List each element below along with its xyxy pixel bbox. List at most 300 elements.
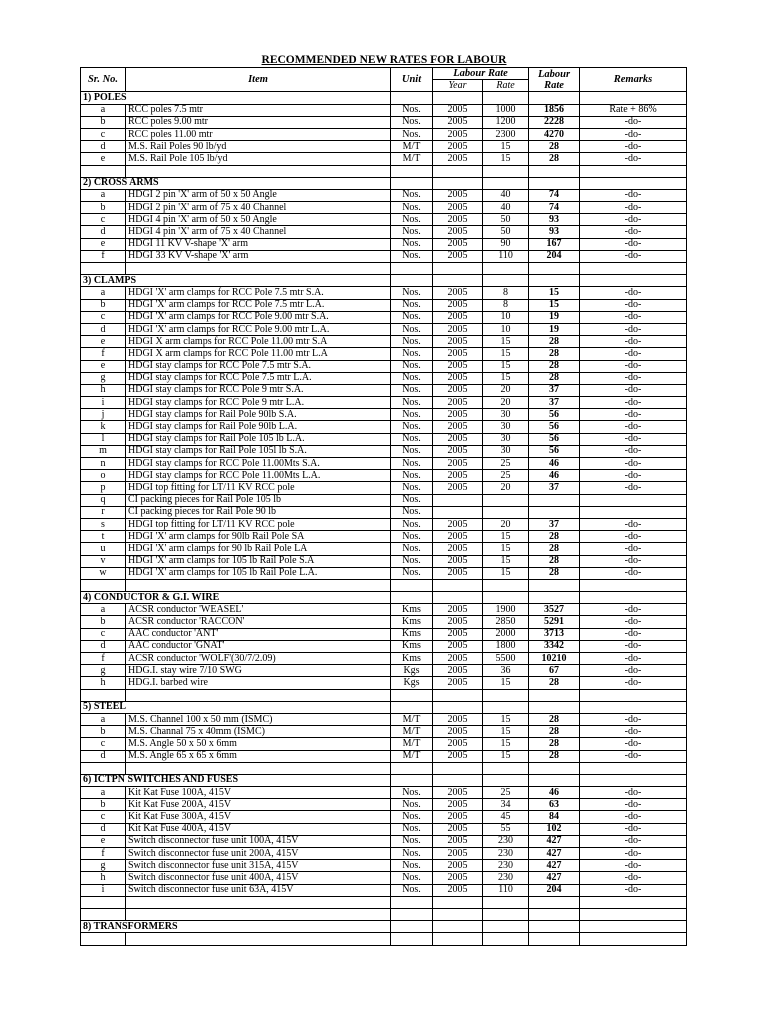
- empty-cell: [483, 579, 529, 591]
- unit-cell: Kms: [391, 640, 433, 652]
- remarks-cell: -do-: [580, 372, 687, 384]
- rate-cell: [483, 506, 529, 518]
- empty-cell: [433, 701, 483, 713]
- year-cell: 2005: [433, 141, 483, 153]
- empty-cell: [580, 933, 687, 945]
- empty-cell: [580, 921, 687, 933]
- new-rate-cell: 102: [529, 823, 580, 835]
- unit-cell: Nos.: [391, 299, 433, 311]
- sr-no-cell: e: [81, 835, 126, 847]
- year-cell: 2005: [433, 372, 483, 384]
- unit-cell: Nos.: [391, 531, 433, 543]
- rate-cell: 40: [483, 189, 529, 201]
- unit-cell: M/T: [391, 750, 433, 762]
- item-cell: Switch disconnector fuse unit 100A, 415V: [126, 835, 391, 847]
- section-heading: 3) CLAMPS: [81, 275, 391, 287]
- table-row: [81, 470, 687, 482]
- year-cell: 2005: [433, 738, 483, 750]
- rate-cell: 230: [483, 860, 529, 872]
- empty-cell: [391, 908, 433, 920]
- unit-cell: Kms: [391, 604, 433, 616]
- sr-no-cell: f: [81, 653, 126, 665]
- remarks-cell: -do-: [580, 616, 687, 628]
- empty-cell: [529, 908, 580, 920]
- rate-cell: 36: [483, 665, 529, 677]
- rate-cell: 15: [483, 555, 529, 567]
- new-rate-cell: 28: [529, 531, 580, 543]
- blank-row: [81, 689, 687, 701]
- new-rate-cell: 427: [529, 848, 580, 860]
- remarks-cell: -do-: [580, 433, 687, 445]
- remarks-cell: -do-: [580, 116, 687, 128]
- new-rate-cell: 46: [529, 470, 580, 482]
- unit-cell: Nos.: [391, 494, 433, 506]
- table-row: [81, 153, 687, 165]
- empty-cell: [483, 774, 529, 786]
- section-heading: 5) STEEL: [81, 701, 391, 713]
- empty-cell: [126, 689, 391, 701]
- empty-cell: [580, 165, 687, 177]
- year-cell: 2005: [433, 677, 483, 689]
- year-cell: 2005: [433, 336, 483, 348]
- year-cell: 2005: [433, 445, 483, 457]
- new-rate-cell: 28: [529, 336, 580, 348]
- new-rate-cell: 56: [529, 409, 580, 421]
- rate-cell: 10: [483, 323, 529, 335]
- new-rate-cell: 28: [529, 348, 580, 360]
- item-cell: Kit Kat Fuse 100A, 415V: [126, 787, 391, 799]
- item-cell: HDGI 4 pin 'X' arm of 75 x 40 Channel: [126, 226, 391, 238]
- empty-cell: [580, 701, 687, 713]
- rate-cell: [483, 494, 529, 506]
- unit-cell: Nos.: [391, 360, 433, 372]
- year-cell: 2005: [433, 531, 483, 543]
- new-rate-cell: 15: [529, 287, 580, 299]
- year-cell: 2005: [433, 128, 483, 140]
- table-row: [81, 372, 687, 384]
- sr-no-cell: l: [81, 433, 126, 445]
- item-cell: HDGI 11 KV V-shape 'X' arm: [126, 238, 391, 250]
- sr-no-cell: e: [81, 238, 126, 250]
- table-row: [81, 835, 687, 847]
- item-cell: HDGI 2 pin 'X' arm of 75 x 40 Channel: [126, 202, 391, 214]
- sr-no-cell: r: [81, 506, 126, 518]
- year-cell: 2005: [433, 360, 483, 372]
- year-cell: [433, 506, 483, 518]
- unit-cell: Nos.: [391, 787, 433, 799]
- table-row: [81, 104, 687, 116]
- sr-no-cell: d: [81, 323, 126, 335]
- header-item: Item: [126, 68, 391, 92]
- item-cell: RCC poles 9.00 mtr: [126, 116, 391, 128]
- unit-cell: Nos.: [391, 238, 433, 250]
- empty-cell: [529, 689, 580, 701]
- sr-no-cell: d: [81, 750, 126, 762]
- item-cell: HDGI 'X' arm clamps for 90 lb Rail Pole LA: [126, 543, 391, 555]
- empty-cell: [483, 165, 529, 177]
- new-rate-cell: 37: [529, 384, 580, 396]
- unit-cell: Nos.: [391, 884, 433, 896]
- sr-no-cell: a: [81, 104, 126, 116]
- table-row: [81, 226, 687, 238]
- remarks-cell: Rate + 86%: [580, 104, 687, 116]
- empty-cell: [580, 592, 687, 604]
- rate-cell: 230: [483, 872, 529, 884]
- item-cell: RCC poles 7.5 mtr: [126, 104, 391, 116]
- new-rate-cell: 19: [529, 323, 580, 335]
- year-cell: 2005: [433, 202, 483, 214]
- empty-cell: [81, 762, 126, 774]
- table-row: [81, 128, 687, 140]
- unit-cell: Nos.: [391, 287, 433, 299]
- year-cell: 2005: [433, 384, 483, 396]
- rate-cell: 55: [483, 823, 529, 835]
- rate-cell: 2000: [483, 628, 529, 640]
- new-rate-cell: [529, 494, 580, 506]
- sr-no-cell: k: [81, 421, 126, 433]
- year-cell: 2005: [433, 555, 483, 567]
- empty-cell: [391, 592, 433, 604]
- new-rate-cell: 93: [529, 226, 580, 238]
- empty-cell: [483, 701, 529, 713]
- empty-cell: [529, 165, 580, 177]
- rate-cell: 230: [483, 835, 529, 847]
- year-cell: 2005: [433, 848, 483, 860]
- year-cell: 2005: [433, 811, 483, 823]
- remarks-cell: -do-: [580, 835, 687, 847]
- table-row: [81, 848, 687, 860]
- year-cell: 2005: [433, 238, 483, 250]
- labour-rates-table: [80, 67, 687, 946]
- year-cell: 2005: [433, 323, 483, 335]
- remarks-cell: -do-: [580, 458, 687, 470]
- empty-cell: [433, 579, 483, 591]
- empty-cell: [483, 592, 529, 604]
- sr-no-cell: h: [81, 677, 126, 689]
- remarks-cell: -do-: [580, 214, 687, 226]
- empty-cell: [529, 774, 580, 786]
- empty-cell: [391, 92, 433, 104]
- empty-cell: [529, 933, 580, 945]
- section-row: [81, 92, 687, 104]
- empty-cell: [126, 263, 391, 275]
- header-year: Year: [433, 80, 483, 92]
- remarks-cell: -do-: [580, 128, 687, 140]
- unit-cell: Nos.: [391, 226, 433, 238]
- unit-cell: Nos.: [391, 482, 433, 494]
- rate-cell: 15: [483, 543, 529, 555]
- empty-cell: [433, 689, 483, 701]
- sr-no-cell: h: [81, 384, 126, 396]
- unit-cell: Nos.: [391, 372, 433, 384]
- rate-cell: 45: [483, 811, 529, 823]
- item-cell: HDGI top fitting for LT/11 KV RCC pole: [126, 482, 391, 494]
- new-rate-cell: 56: [529, 445, 580, 457]
- table-row: [81, 311, 687, 323]
- unit-cell: Nos.: [391, 835, 433, 847]
- item-cell: HDGI stay clamps for Rail Pole 105 lb L.A.: [126, 433, 391, 445]
- sr-no-cell: o: [81, 470, 126, 482]
- empty-cell: [483, 263, 529, 275]
- empty-cell: [483, 762, 529, 774]
- remarks-cell: -do-: [580, 287, 687, 299]
- year-cell: 2005: [433, 823, 483, 835]
- unit-cell: Nos.: [391, 872, 433, 884]
- header-sr-no: Sr. No.: [81, 68, 126, 92]
- year-cell: 2005: [433, 226, 483, 238]
- new-rate-cell: 5291: [529, 616, 580, 628]
- document-title: RECOMMENDED NEW RATES FOR LABOUR: [261, 54, 507, 66]
- empty-cell: [391, 762, 433, 774]
- empty-cell: [529, 592, 580, 604]
- year-cell: 2005: [433, 835, 483, 847]
- item-cell: HDGI stay clamps for RCC Pole 7.5 mtr L.A.: [126, 372, 391, 384]
- year-cell: 2005: [433, 250, 483, 262]
- sr-no-cell: s: [81, 518, 126, 530]
- remarks-cell: -do-: [580, 665, 687, 677]
- item-cell: Kit Kat Fuse 400A, 415V: [126, 823, 391, 835]
- new-rate-cell: 37: [529, 518, 580, 530]
- rate-cell: 15: [483, 360, 529, 372]
- empty-cell: [391, 165, 433, 177]
- table-row: [81, 713, 687, 725]
- sr-no-cell: v: [81, 555, 126, 567]
- new-rate-cell: 3342: [529, 640, 580, 652]
- table-row: [81, 860, 687, 872]
- empty-cell: [81, 579, 126, 591]
- unit-cell: Nos.: [391, 506, 433, 518]
- year-cell: 2005: [433, 787, 483, 799]
- item-cell: HDG.I. barbed wire: [126, 677, 391, 689]
- unit-cell: Nos.: [391, 458, 433, 470]
- new-rate-cell: 56: [529, 433, 580, 445]
- sr-no-cell: b: [81, 202, 126, 214]
- sr-no-cell: a: [81, 713, 126, 725]
- item-cell: M.S. Channal 75 x 40mm (ISMC): [126, 726, 391, 738]
- unit-cell: Kgs: [391, 677, 433, 689]
- rate-cell: 30: [483, 445, 529, 457]
- empty-cell: [81, 933, 126, 945]
- table-row: [81, 884, 687, 896]
- item-cell: HDGI stay clamps for RCC Pole 7.5 mtr S.A.: [126, 360, 391, 372]
- header-rate: Rate: [483, 80, 529, 92]
- table-row: [81, 384, 687, 396]
- empty-cell: [391, 701, 433, 713]
- rate-cell: 110: [483, 884, 529, 896]
- empty-cell: [391, 177, 433, 189]
- item-cell: HDGI 'X' arm clamps for 105 lb Rail Pole S.A: [126, 555, 391, 567]
- year-cell: 2005: [433, 640, 483, 652]
- item-cell: ACSR conductor 'WEASEL': [126, 604, 391, 616]
- new-rate-cell: 19: [529, 311, 580, 323]
- sr-no-cell: g: [81, 860, 126, 872]
- header-remarks: Remarks: [580, 68, 687, 92]
- year-cell: 2005: [433, 518, 483, 530]
- sr-no-cell: c: [81, 214, 126, 226]
- new-rate-cell: 28: [529, 726, 580, 738]
- item-cell: HDGI 'X' arm clamps for RCC Pole 9.00 mtr L.A.: [126, 323, 391, 335]
- empty-cell: [391, 263, 433, 275]
- remarks-cell: -do-: [580, 397, 687, 409]
- year-cell: 2005: [433, 628, 483, 640]
- table-row: [81, 518, 687, 530]
- empty-cell: [580, 177, 687, 189]
- remarks-cell: -do-: [580, 226, 687, 238]
- remarks-cell: -do-: [580, 336, 687, 348]
- table-row: [81, 348, 687, 360]
- item-cell: Switch disconnector fuse unit 200A, 415V: [126, 848, 391, 860]
- sr-no-cell: g: [81, 665, 126, 677]
- empty-cell: [483, 177, 529, 189]
- new-rate-cell: 3527: [529, 604, 580, 616]
- empty-cell: [81, 689, 126, 701]
- new-rate-cell: 28: [529, 750, 580, 762]
- new-rate-cell: 28: [529, 141, 580, 153]
- new-rate-cell: 28: [529, 738, 580, 750]
- rate-cell: 25: [483, 458, 529, 470]
- year-cell: 2005: [433, 799, 483, 811]
- rate-cell: 10: [483, 311, 529, 323]
- empty-cell: [126, 896, 391, 908]
- new-rate-cell: 28: [529, 543, 580, 555]
- item-cell: HDGI stay clamps for Rail Pole 105l lb S.A.: [126, 445, 391, 457]
- sr-no-cell: b: [81, 116, 126, 128]
- new-rate-cell: [529, 506, 580, 518]
- section-row: [81, 592, 687, 604]
- remarks-cell: -do-: [580, 640, 687, 652]
- remarks-cell: -do-: [580, 445, 687, 457]
- empty-cell: [391, 275, 433, 287]
- rate-cell: 15: [483, 153, 529, 165]
- rate-cell: 50: [483, 214, 529, 226]
- table-row: [81, 299, 687, 311]
- remarks-cell: -do-: [580, 677, 687, 689]
- rate-cell: 15: [483, 726, 529, 738]
- item-cell: Kit Kat Fuse 300A, 415V: [126, 811, 391, 823]
- section-row: [81, 701, 687, 713]
- sr-no-cell: h: [81, 872, 126, 884]
- empty-cell: [81, 263, 126, 275]
- sr-no-cell: d: [81, 226, 126, 238]
- section-row: [81, 774, 687, 786]
- table-row: [81, 677, 687, 689]
- unit-cell: Nos.: [391, 433, 433, 445]
- remarks-cell: -do-: [580, 250, 687, 262]
- remarks-cell: -do-: [580, 848, 687, 860]
- rate-cell: 30: [483, 421, 529, 433]
- unit-cell: Nos.: [391, 202, 433, 214]
- remarks-cell: -do-: [580, 823, 687, 835]
- item-cell: ACSR conductor 'WOLF'(30/7/2.09): [126, 653, 391, 665]
- year-cell: 2005: [433, 421, 483, 433]
- new-rate-cell: 74: [529, 189, 580, 201]
- rate-cell: 15: [483, 336, 529, 348]
- remarks-cell: -do-: [580, 543, 687, 555]
- sr-no-cell: t: [81, 531, 126, 543]
- unit-cell: Kms: [391, 616, 433, 628]
- year-cell: 2005: [433, 153, 483, 165]
- new-rate-cell: 28: [529, 372, 580, 384]
- item-cell: HDGI stay clamps for Rail Pole 90lb S.A.: [126, 409, 391, 421]
- year-cell: 2005: [433, 543, 483, 555]
- empty-cell: [433, 908, 483, 920]
- new-rate-cell: 4270: [529, 128, 580, 140]
- remarks-cell: -do-: [580, 628, 687, 640]
- year-cell: 2005: [433, 299, 483, 311]
- new-rate-cell: 1856: [529, 104, 580, 116]
- remarks-cell: -do-: [580, 750, 687, 762]
- unit-cell: Nos.: [391, 470, 433, 482]
- empty-cell: [529, 275, 580, 287]
- table-row: [81, 433, 687, 445]
- table-row: [81, 360, 687, 372]
- item-cell: AAC conductor 'GNAT': [126, 640, 391, 652]
- unit-cell: Nos.: [391, 397, 433, 409]
- unit-cell: M/T: [391, 726, 433, 738]
- rate-cell: 20: [483, 482, 529, 494]
- empty-cell: [433, 762, 483, 774]
- item-cell: HDGI 2 pin 'X' arm of 50 x 50 Angle: [126, 189, 391, 201]
- section-heading: 4) CONDUCTOR & G.I. WIRE: [81, 592, 391, 604]
- sr-no-cell: m: [81, 445, 126, 457]
- sr-no-cell: n: [81, 458, 126, 470]
- unit-cell: Nos.: [391, 336, 433, 348]
- new-rate-cell: 427: [529, 835, 580, 847]
- table-row: [81, 506, 687, 518]
- remarks-cell: -do-: [580, 153, 687, 165]
- empty-cell: [580, 689, 687, 701]
- blank-row: [81, 908, 687, 920]
- empty-cell: [433, 92, 483, 104]
- item-cell: HDGI top fitting for LT/11 KV RCC pole: [126, 518, 391, 530]
- empty-cell: [81, 896, 126, 908]
- blank-row: [81, 896, 687, 908]
- table-row: [81, 116, 687, 128]
- item-cell: HDGI 'X' arm clamps for 90lb Rail Pole SA: [126, 531, 391, 543]
- unit-cell: Nos.: [391, 555, 433, 567]
- remarks-cell: -do-: [580, 482, 687, 494]
- year-cell: 2005: [433, 872, 483, 884]
- empty-cell: [529, 177, 580, 189]
- item-cell: HDGI stay clamps for RCC Pole 11.00Mts L.A.: [126, 470, 391, 482]
- rate-cell: 1200: [483, 116, 529, 128]
- remarks-cell: -do-: [580, 238, 687, 250]
- rate-cell: 30: [483, 409, 529, 421]
- rate-cell: 20: [483, 384, 529, 396]
- unit-cell: Nos.: [391, 214, 433, 226]
- empty-cell: [433, 263, 483, 275]
- empty-cell: [529, 701, 580, 713]
- rate-cell: 15: [483, 677, 529, 689]
- year-cell: 2005: [433, 189, 483, 201]
- header-labour-rate-group: Labour Rate: [433, 68, 529, 80]
- new-rate-cell: 28: [529, 677, 580, 689]
- item-cell: Switch disconnector fuse unit 315A, 415V: [126, 860, 391, 872]
- unit-cell: Nos.: [391, 823, 433, 835]
- table-row: [81, 604, 687, 616]
- item-cell: Switch disconnector fuse unit 63A, 415V: [126, 884, 391, 896]
- sr-no-cell: a: [81, 287, 126, 299]
- empty-cell: [391, 896, 433, 908]
- unit-cell: Kms: [391, 628, 433, 640]
- unit-cell: Nos.: [391, 189, 433, 201]
- unit-cell: Nos.: [391, 860, 433, 872]
- rate-cell: 15: [483, 713, 529, 725]
- rate-cell: 8: [483, 299, 529, 311]
- empty-cell: [580, 896, 687, 908]
- unit-cell: Nos.: [391, 323, 433, 335]
- year-cell: 2005: [433, 665, 483, 677]
